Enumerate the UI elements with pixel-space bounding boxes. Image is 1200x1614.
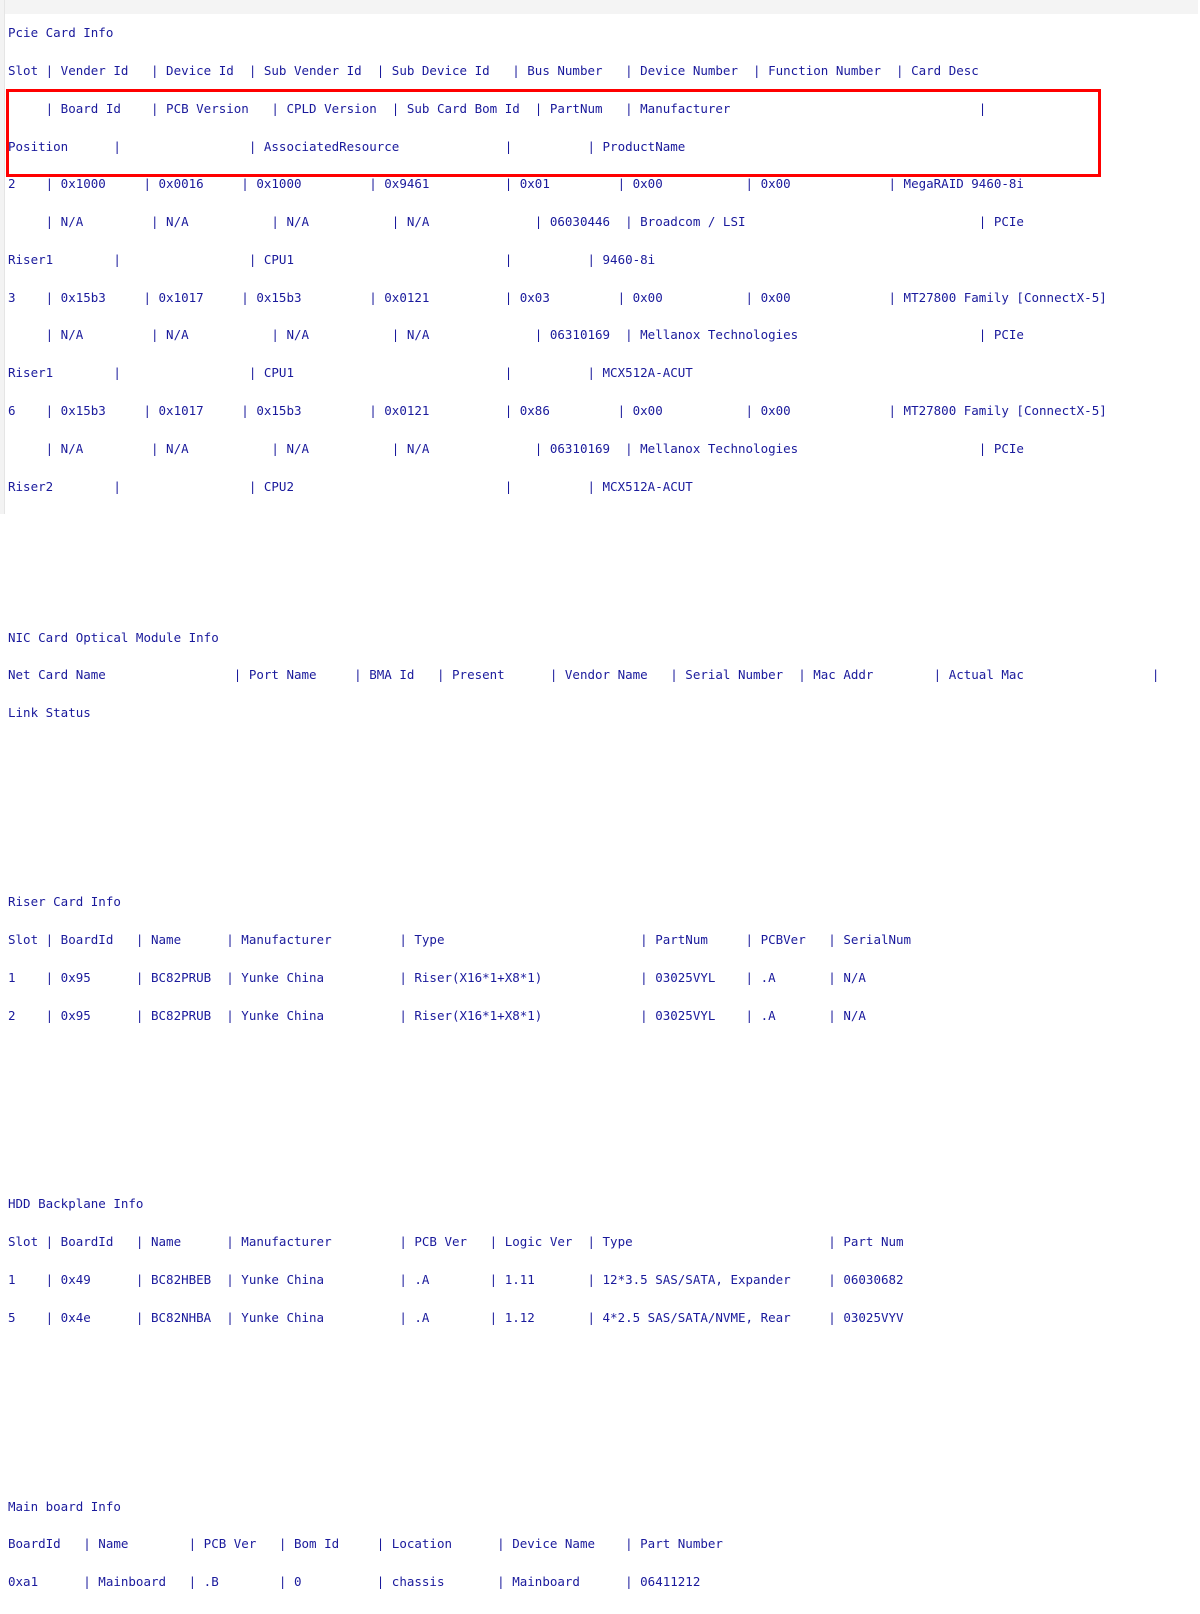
output-line-blank [8, 1047, 1180, 1060]
output-line: 1 | 0x49 | BC82HBEB | Yunke China | .A | 1.11 | 12*3.5 SAS/SATA, Expander | 06030682 [8, 1271, 904, 1287]
output-line-blank [8, 594, 1180, 607]
output-line-blank [8, 745, 1180, 758]
output-line-blank [8, 1425, 1180, 1438]
output-line: Slot | BoardId | Name | Manufacturer | Type | PartNum | PCBVer | SerialNum [8, 931, 912, 947]
output-line: 5 | 0x4e | BC82NHBA | Yunke China | .A | 1.12 | 4*2.5 SAS/SATA/NVME, Rear | 03025VYV [8, 1309, 904, 1325]
output-line: 6 | 0x15b3 | 0x1017 | 0x15b3 | 0x0121 | 0x86 | 0x00 | 0x00 | MT27800 Family [ConnectX-5] [8, 403, 1107, 418]
output-line: 2 | 0x95 | BC82PRUB | Yunke China | Riser(X16*1+X8*1) | 03025VYL | .A | N/A [8, 1007, 866, 1023]
output-line-blank [8, 1350, 1180, 1363]
output-line: Main board Info [8, 1498, 121, 1514]
output-line-blank [8, 821, 1180, 834]
output-line: 3 | 0x15b3 | 0x1017 | 0x15b3 | 0x0121 | 0x03 | 0x00 | 0x00 | MT27800 Family [ConnectX-5] [8, 289, 1107, 305]
output-line: 0xa1 | Mainboard | .B | 0 | chassis | Mainboard | 06411212 [8, 1574, 701, 1590]
output-line-blank [8, 1123, 1180, 1136]
output-line: Riser2 | | CPU2 | | MCX512A-ACUT [8, 478, 693, 494]
output-line: 2 | 0x1000 | 0x0016 | 0x1000 | 0x9461 | 0x01 | 0x00 | 0x00 | MegaRAID 9460-8i [8, 176, 1024, 192]
output-line: NIC Card Optical Module Info [8, 629, 219, 645]
output-line: Position | | AssociatedResource | | ProductName [8, 138, 686, 154]
output-line: Slot | BoardId | Name | Manufacturer | PCB Ver | Logic Ver | Type | Part Num [8, 1234, 904, 1250]
output-line: | Board Id | PCB Version | CPLD Version | Sub Card Bom Id | PartNum | Manufacturer | [8, 100, 987, 116]
output-line: Link Status [8, 705, 91, 721]
output-line-blank [8, 518, 1180, 531]
output-line-blank [8, 1463, 1180, 1476]
output-line-blank [8, 1085, 1180, 1098]
output-line-blank [8, 556, 1180, 569]
output-line: Net Card Name | Port Name | BMA Id | Present | Vendor Name | Serial Number | Mac Addr | Actual Mac | [8, 667, 1160, 683]
output-line: | N/A | N/A | N/A | N/A | 06310169 | Mellanox Technologies | PCIe [8, 327, 1024, 343]
output-line: Riser1 | | CPU1 | | 9460-8i [8, 251, 656, 267]
output-line: Riser Card Info [8, 894, 121, 910]
output-line: | N/A | N/A | N/A | N/A | 06030446 | Broadcom / LSI | PCIe [8, 214, 1024, 230]
output-line-blank [8, 783, 1180, 796]
output-line: HDD Backplane Info [8, 1196, 144, 1212]
output-line: Slot | Vender Id | Device Id | Sub Vender Id | Sub Device Id | Bus Number | Device Number | Function Number | Card Desc [8, 62, 979, 78]
output-line-blank [8, 1387, 1180, 1400]
output-line: BoardId | Name | PCB Ver | Bom Id | Location | Device Name | Part Number [8, 1536, 723, 1552]
output-line: | N/A | N/A | N/A | N/A | 06310169 | Mellanox Technologies | PCIe [8, 440, 1024, 456]
output-line-blank [8, 1161, 1180, 1174]
output-line: Riser1 | | CPU1 | | MCX512A-ACUT [8, 365, 693, 381]
output-line: Pcie Card Info [8, 25, 114, 41]
output-line: 1 | 0x95 | BC82PRUB | Yunke China | Riser(X16*1+X8*1) | 03025VYL | .A | N/A [8, 969, 866, 985]
output-line-blank [8, 858, 1180, 871]
